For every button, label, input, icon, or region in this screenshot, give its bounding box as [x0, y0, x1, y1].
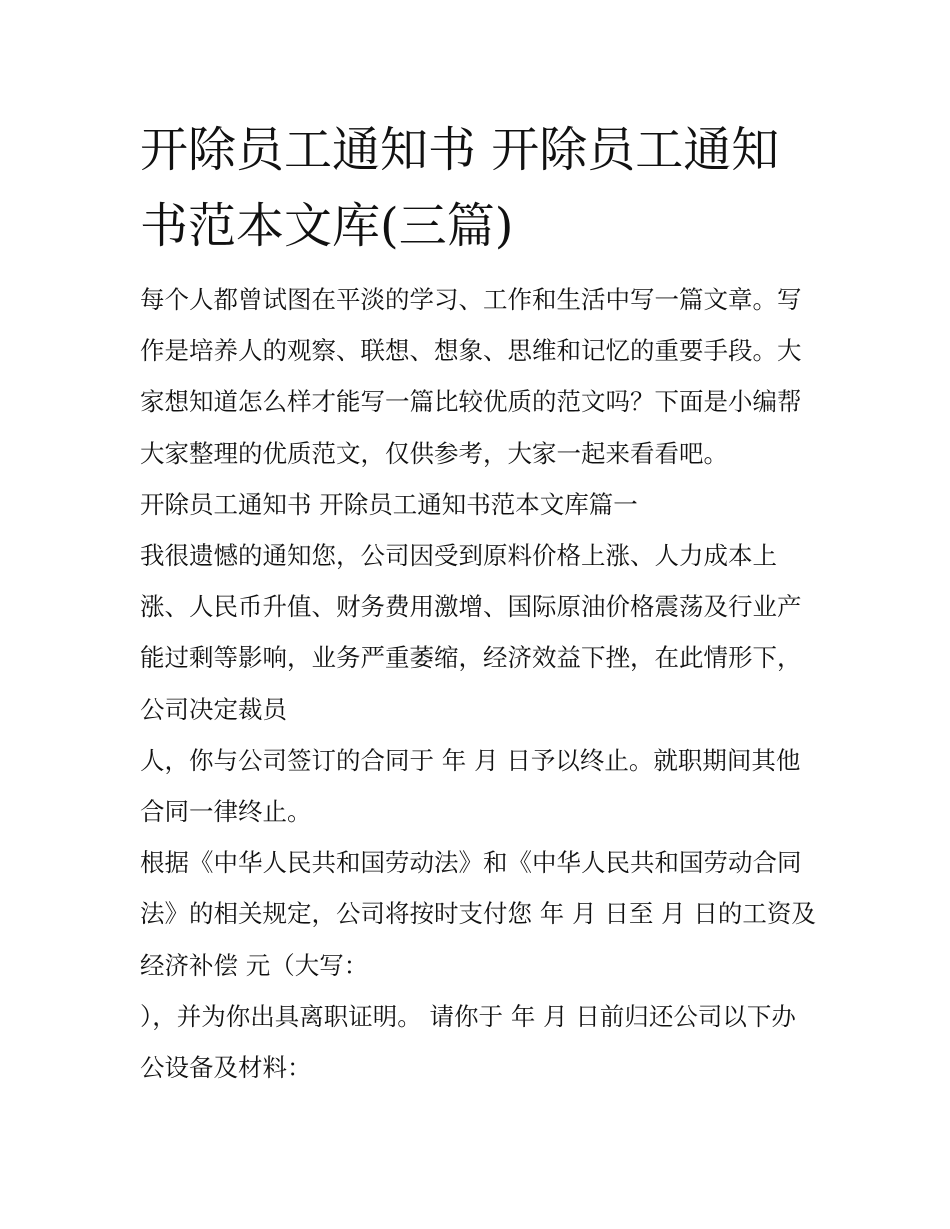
title-line-2: 书范本文库(三篇) [140, 198, 514, 254]
document-title [140, 112, 820, 264]
title-line-1: 开除员工通知书 开除员工通知 [140, 122, 780, 178]
law-paragraph: 根据《中华人民共和国劳动法》和《中华人民共和国劳动合同法》的相关规定，公司将按时支付您 年 月 日至 月 日的工资及经济补偿 元（大写： [140, 848, 816, 980]
return-equipment-paragraph: ），并为你出具离职证明。 请你于 年 月 日前归还公司以下办公设备及材料： [140, 1001, 796, 1083]
contract-paragraph: 人，你与公司签订的合同于 年 月 日予以终止。就职期间其他合同一律终止。 [140, 745, 801, 827]
notice-paragraph: 我很遗憾的通知您，公司因受到原料价格上涨、人力成本上涨、人民币升值、财务费用激增、国际原油价格震荡及行业产能过剩等影响，业务严重萎缩，经济效益下挫，在此情形下，公司决定裁员 [140, 541, 802, 724]
section-heading: 开除员工通知书 开除员工通知书范本文库篇一 [140, 489, 638, 519]
document-body [140, 274, 820, 1093]
intro-paragraph: 每个人都曾试图在平淡的学习、工作和生活中写一篇文章。写作是培养人的观察、联想、想象、思维和记忆的重要手段。大家想知道怎么样才能写一篇比较优质的范文吗？下面是小编帮大家整理的优质范文，仅供参考，大家一起来看看吧。 [140, 285, 802, 468]
